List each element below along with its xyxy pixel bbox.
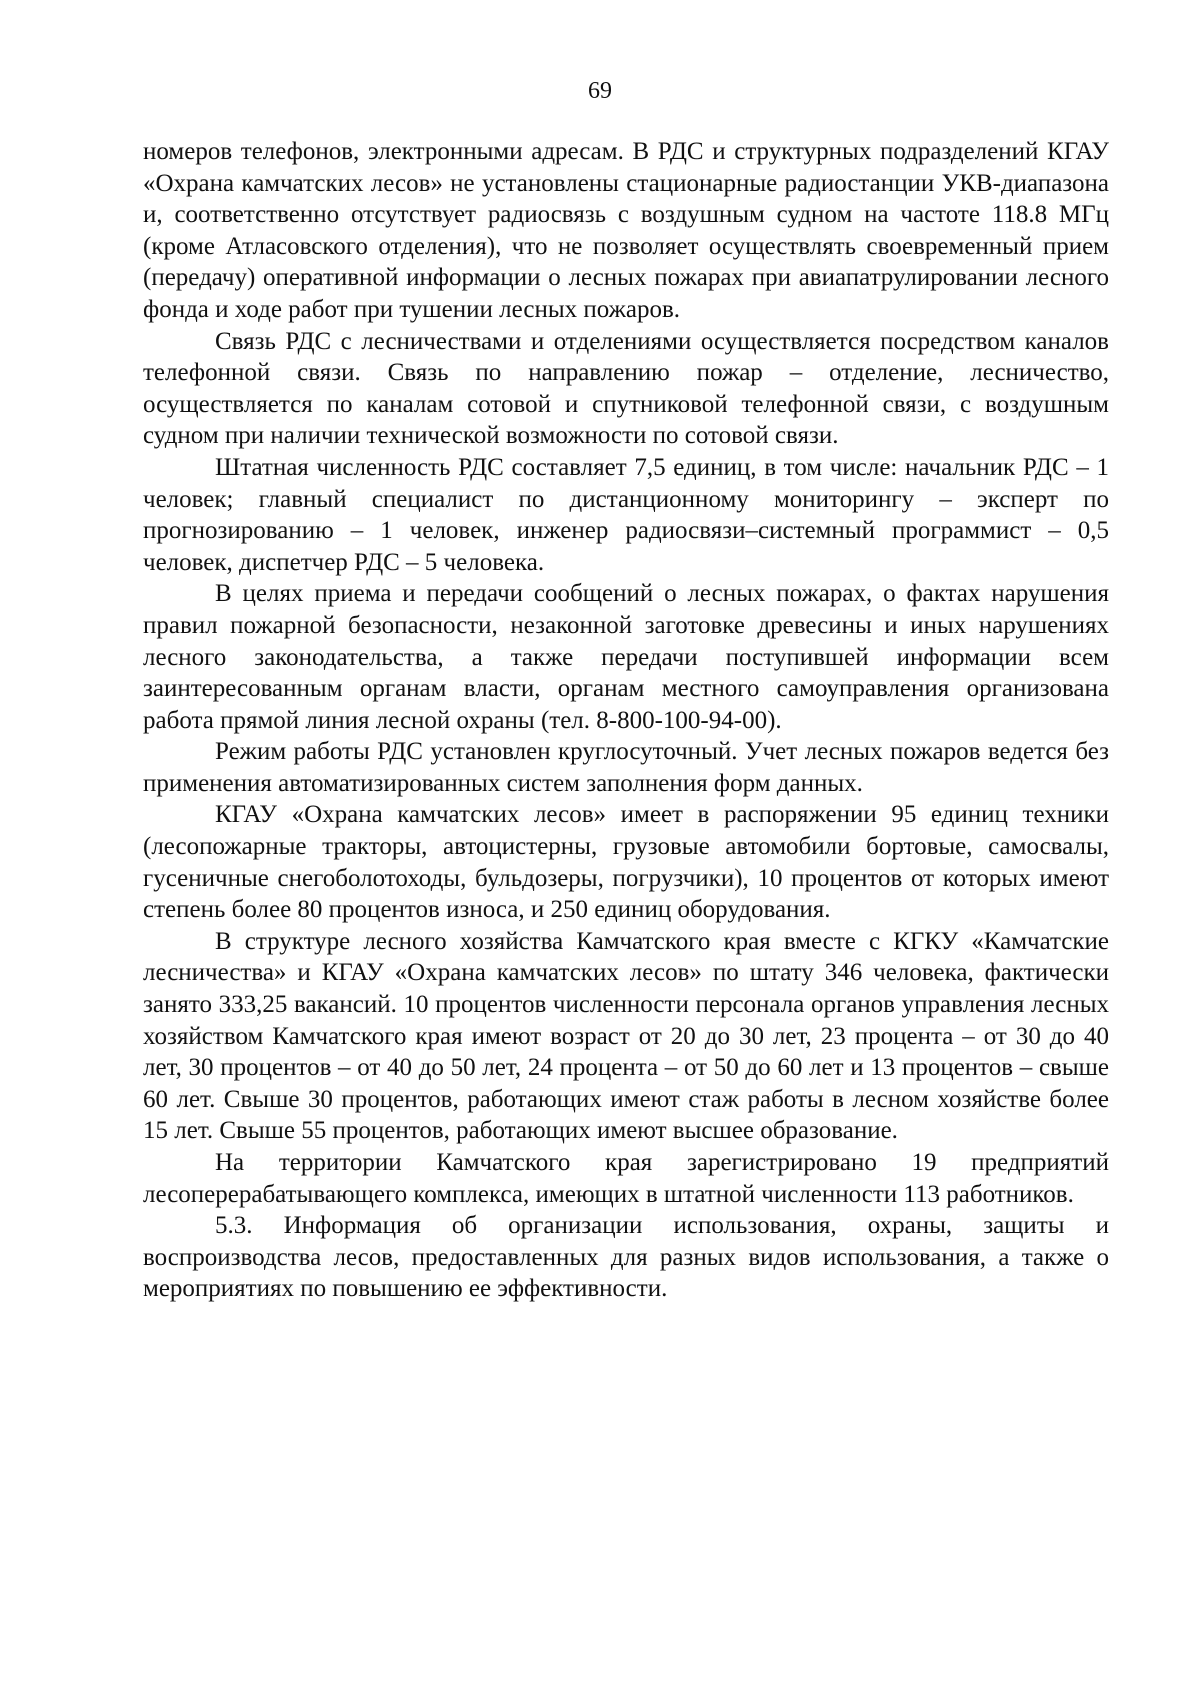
page-number: 69 xyxy=(588,78,612,104)
paragraph-enterprises: На территории Камчатского края зарегистрировано 19 предприятий лесоперерабатывающего комплекса, имеющих в штатной численности 113 работников. xyxy=(143,1149,1109,1208)
paragraph-communication-channels: Связь РДС с лесничествами и отделениями осуществляется посредством каналов телефонной связи. Связь по направлению пожар – отделение, лесничество, осуществляется по каналам сотовой и спутниковой телефонной связи, с воздушным судном при наличии технической возможности по сотовой связи. xyxy=(143,327,1109,450)
paragraph-personnel: В структуре лесного хозяйства Камчатского края вместе с КГКУ «Камчатские лесничества» и КГАУ «Охрана камчатских лесов» по штату 346 человека, фактически занято 333,25 вакансий. 10 процентов численности персонала органов управления лесных хозяйством Камчатского края имеют возраст от 20 до 30 лет, 23 процента – от 30 до 40 лет, 30 процентов – от 40 до 50 лет, 24 процента – от 50 до 60 лет и 13 процентов – свыше 60 лет. Свыше 30 процентов, работающих имеют стаж работы в лесном хозяйстве более 15 лет. Свыше 55 процентов, работающих имеют высшее образование. xyxy=(143,927,1109,1145)
paragraph-work-schedule: Режим работы РДС установлен круглосуточный. Учет лесных пожаров ведется без применения автоматизированных систем заполнения форм данных. xyxy=(143,738,1109,797)
paragraph-section-5-3: 5.3. Информация об организации использования, охраны, защиты и воспроизводства лесов, предоставленных для разных видов использования, а также о мероприятиях по повышению ее эффективности. xyxy=(143,1212,1109,1303)
document-body xyxy=(143,136,1109,1305)
paragraph-staffing: Штатная численность РДС составляет 7,5 единиц, в том числе: начальник РДС – 1 человек; главный специалист по дистанционному мониторингу – эксперт по прогнозированию – 1 человек, инженер радиосвязи–системный программист – 0,5 человек, диспетчер РДС – 5 человека. xyxy=(143,453,1109,576)
paragraph-equipment: КГАУ «Охрана камчатских лесов» имеет в распоряжении 95 единиц техники (лесопожарные тракторы, автоцистерны, грузовые автомобили бортовые, самосвалы, гусеничные снегоболотоходы, бульдозеры, погрузчики), 10 процентов от которых имеют степень более 80 процентов износа, и 250 единиц оборудования. xyxy=(143,801,1109,924)
paragraph-continuation: номеров телефонов, электронными адресам. В РДС и структурных подразделений КГАУ «Охрана камчатских лесов» не установлены стационарные радиостанции УКВ-диапазона и, соответственно отсутствует радиосвязь с воздушным судном на частоте 118.8 МГц (кроме Атласовского отделения), что не позволяет осуществлять своевременный прием (передачу) оперативной информации о лесных пожарах при авиапатрулировании лесного фонда и ходе работ при тушении лесных пожаров. xyxy=(143,138,1109,323)
paragraph-hotline: В целях приема и передачи сообщений о лесных пожарах, о фактах нарушения правил пожарной безопасности, незаконной заготовке древесины и иных нарушениях лесного законодательства, а также передачи поступившей информации всем заинтересованным органам власти, органам местного самоуправления организована работа прямой линия лесной охраны (тел. 8-800-100-94-00). xyxy=(143,580,1109,734)
